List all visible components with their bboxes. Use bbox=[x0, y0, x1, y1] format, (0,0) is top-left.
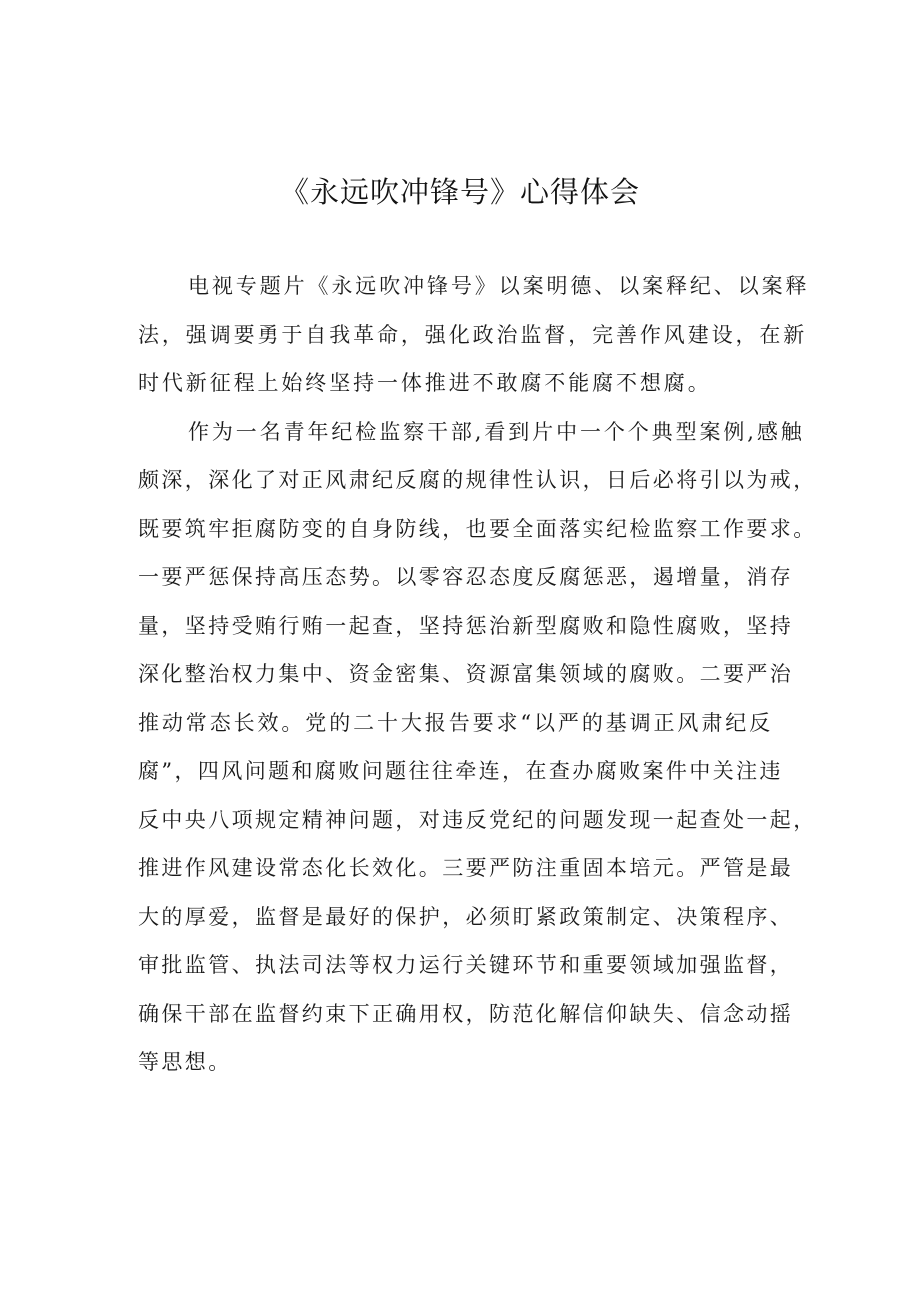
paragraph-2-line-12: 审批监管、执法司法等权力运行关键环节和重要领域加强监督， bbox=[138, 953, 794, 977]
paragraph-2-line-14: 等思想。 bbox=[138, 1050, 232, 1074]
paragraph-1-line-2: 法，强调要勇于自我革命，强化政治监督，完善作风建设，在新 bbox=[138, 322, 808, 347]
paragraph-2-line-10: 推进作风建设常态化长效化。三要严防注重固本培元。严管是最 bbox=[138, 856, 794, 880]
paragraph-2-line-13: 确保干部在监督约束下正确用权，防范化解信仰缺失、信念动摇 bbox=[138, 1001, 794, 1026]
paragraph-2-line-9: 反中央八项规定精神问题，对违反党纪的问题发现一起查处一起， bbox=[138, 807, 817, 832]
document-body bbox=[138, 262, 817, 1087]
paragraph-2-line-6: 深化整治权力集中、资金密集、资源富集领域的腐败。二要严治 bbox=[138, 662, 794, 686]
paragraph-2-line-5: 量，坚持受贿行贿一起查，坚持惩治新型腐败和隐性腐败，坚持 bbox=[138, 613, 794, 638]
paragraph-2-line-2: 颇深，深化了对正风肃纪反腐的规律性认识，日后必将引以为戒， bbox=[138, 468, 817, 492]
paragraph-2-line-11: 大的厚爱，监督是最好的保护，必须盯紧政策制定、决策程序、 bbox=[138, 904, 794, 929]
document-title: 《永远吹冲锋号》心得体会 bbox=[279, 175, 640, 209]
paragraph-2-line-4: 一要严惩保持高压态势。以零容忍态度反腐惩恶，遏增量，消存 bbox=[138, 565, 794, 589]
paragraph-1-line-1: 电视专题片《永远吹冲锋号》以案明德、以案释纪、以案释 bbox=[188, 274, 810, 298]
paragraph-2-line-1: 作为一名青年纪检监察干部,看到片中一个个典型案例,感触 bbox=[188, 419, 805, 444]
paragraph-1-line-3: 时代新征程上始终坚持一体推进不敢腐不能腐不想腐。 bbox=[138, 371, 712, 395]
paragraph-2-line-7: 推动常态长效。党的二十大报告要求“以严的基调正风肃纪反 bbox=[138, 710, 774, 735]
paragraph-2-line-3: 既要筑牢拒腐防变的自身防线，也要全面落实纪检监察工作要求。 bbox=[138, 516, 817, 541]
paragraph-2-line-8: 腐”，四风问题和腐败问题往往牵连，在查办腐败案件中关注违 bbox=[138, 759, 783, 783]
